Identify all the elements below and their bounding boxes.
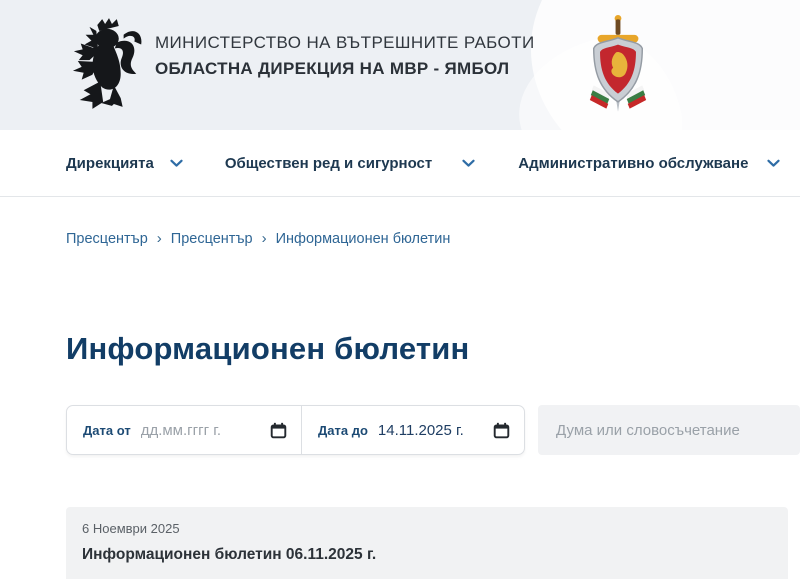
nav-item-public-order[interactable] <box>225 155 475 172</box>
date-to-field[interactable] <box>301 406 524 454</box>
date-from-field[interactable] <box>67 406 301 454</box>
nav-item-label: Административно обслужване <box>518 154 749 172</box>
breadcrumb-presscenter[interactable]: Пресцентър <box>66 230 148 247</box>
page-content <box>0 230 800 579</box>
keyword-search-input[interactable] <box>538 405 800 455</box>
chevron-down-icon <box>170 159 183 168</box>
chevron-down-icon <box>462 159 475 168</box>
ministry-lion-logo-icon[interactable] <box>70 16 148 110</box>
nav-item-label: Обществен ред и сигурност <box>224 154 433 172</box>
breadcrumb <box>66 230 800 247</box>
ministry-name: МИНИСТЕРСТВО НА ВЪТРЕШНИТЕ РАБОТИ <box>155 33 535 52</box>
directorate-name: ОБЛАСТНА ДИРЕКЦИЯ НА МВР - ЯМБОЛ <box>155 59 510 78</box>
breadcrumb-current-bulletin[interactable]: Информационен бюлетин <box>275 230 451 247</box>
nav-item-directorate[interactable] <box>66 155 183 172</box>
date-from-input[interactable] <box>141 422 270 439</box>
site-header <box>0 0 800 130</box>
calendar-icon[interactable] <box>270 422 287 439</box>
date-to-input[interactable] <box>378 422 493 439</box>
police-emblem-icon <box>584 12 652 116</box>
date-range-group <box>66 405 525 455</box>
page-title: Информационен бюлетин <box>66 331 470 366</box>
bulletin-item-title[interactable]: Информационен бюлетин 06.11.2025 г. <box>82 546 377 563</box>
breadcrumb-separator: › <box>261 230 267 247</box>
calendar-icon[interactable] <box>493 422 510 439</box>
nav-item-administrative-services[interactable] <box>518 155 780 172</box>
chevron-down-icon <box>767 159 780 168</box>
bulletin-list-item[interactable] <box>66 507 788 579</box>
main-navigation <box>0 130 800 197</box>
bulletin-item-date: 6 Ноември 2025 <box>82 521 180 536</box>
bulletin-filter-bar <box>66 405 800 455</box>
nav-item-label: Дирекцията <box>66 154 154 172</box>
date-from-label: Дата от <box>83 422 131 438</box>
date-to-label: Дата до <box>318 422 368 438</box>
breadcrumb-separator: › <box>156 230 162 247</box>
breadcrumb-presscenter-2[interactable]: Пресцентър <box>170 230 253 247</box>
